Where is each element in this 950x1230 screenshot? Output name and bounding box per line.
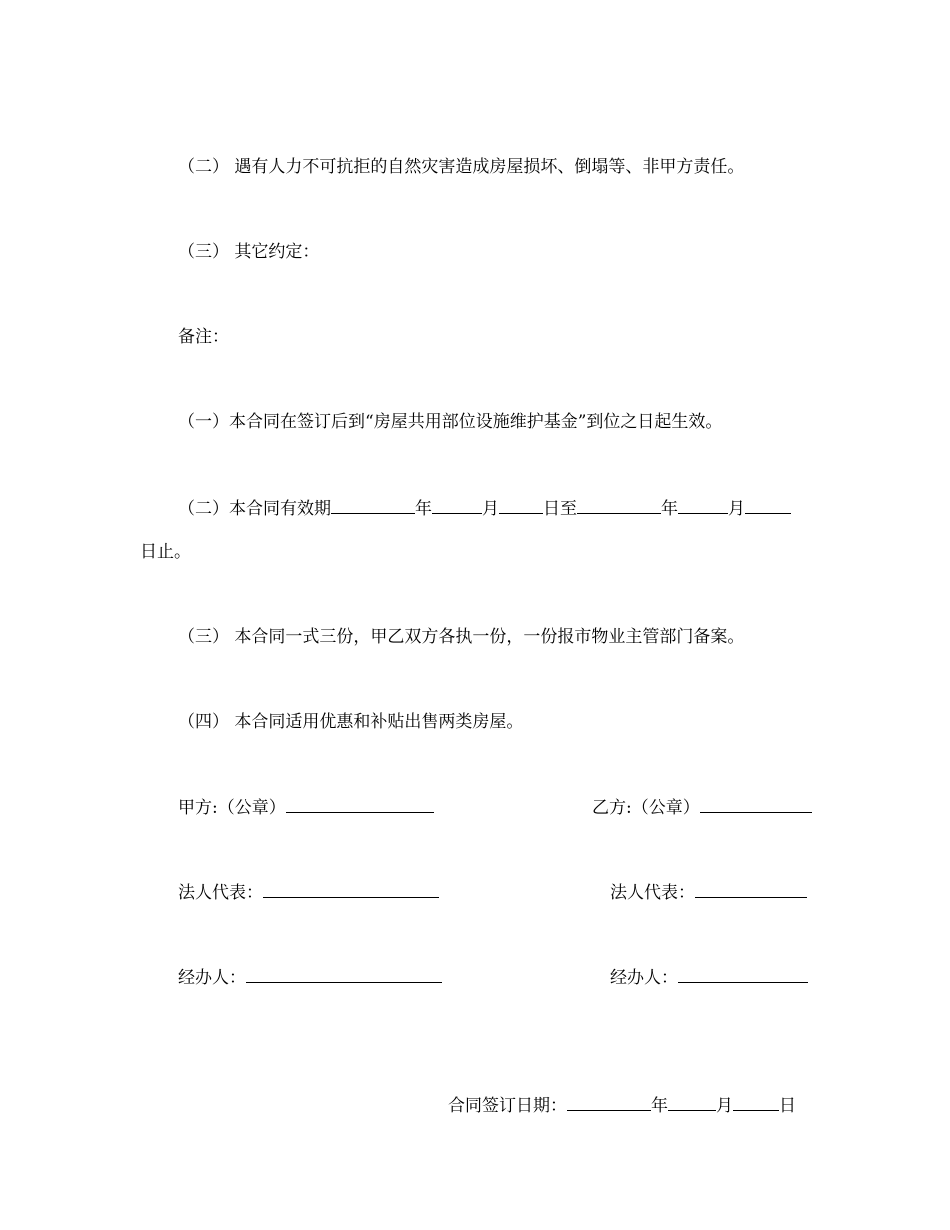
start-year-blank[interactable] — [331, 496, 415, 514]
agent-b-label: 经办人： — [610, 968, 678, 988]
agent-b-blank[interactable] — [678, 965, 808, 983]
party-b-label: 乙方:（公章） — [592, 798, 700, 818]
clause-2: （二） 遇有人力不可抗拒的自然灾害造成房屋损坏、倒塌等、非甲方责任。 — [178, 157, 745, 177]
end-month-blank[interactable] — [678, 496, 728, 514]
legal-rep-a — [178, 880, 439, 904]
end-month-label: 月 — [728, 499, 745, 519]
start-day-blank[interactable] — [499, 496, 543, 514]
start-month-blank[interactable] — [432, 496, 482, 514]
party-b-seal — [592, 795, 812, 819]
party-a-blank[interactable] — [286, 795, 434, 813]
remark-2-end: 日止。 — [140, 542, 191, 562]
legal-rep-a-label: 法人代表： — [178, 883, 263, 903]
agent-a-label: 经办人： — [178, 968, 246, 988]
end-year-blank[interactable] — [577, 496, 661, 514]
legal-rep-b — [610, 880, 807, 904]
signing-month-blank[interactable] — [668, 1093, 716, 1111]
range-to-label: 日至 — [543, 499, 577, 519]
remark-1: （一）本合同在签订后到“房屋共用部位设施维护基金”到位之日起生效。 — [178, 412, 723, 432]
start-year-label: 年 — [415, 499, 432, 519]
agent-a — [178, 965, 442, 989]
signing-year-label: 年 — [651, 1096, 668, 1116]
remarks-heading: 备注： — [178, 327, 229, 347]
remark-4: （四） 本合同适用优惠和补贴出售两类房屋。 — [178, 712, 524, 732]
party-a-label: 甲方:（公章） — [178, 798, 286, 818]
end-year-label: 年 — [661, 499, 678, 519]
remark-2 — [178, 496, 791, 520]
legal-rep-a-blank[interactable] — [263, 880, 439, 898]
signing-date — [448, 1093, 796, 1117]
party-a-seal — [178, 795, 434, 819]
legal-rep-b-blank[interactable] — [695, 880, 807, 898]
signing-day-blank[interactable] — [733, 1093, 779, 1111]
signing-date-label: 合同签订日期： — [448, 1096, 567, 1116]
remark-2-prefix: （二）本合同有效期 — [178, 499, 331, 519]
remark-3: （三） 本合同一式三份，甲乙双方各执一份，一份报市物业主管部门备案。 — [178, 627, 745, 647]
party-b-blank[interactable] — [700, 795, 812, 813]
legal-rep-b-label: 法人代表： — [610, 883, 695, 903]
start-month-label: 月 — [482, 499, 499, 519]
agent-b — [610, 965, 808, 989]
clause-3: （三） 其它约定： — [178, 242, 320, 262]
signing-year-blank[interactable] — [567, 1093, 651, 1111]
agent-a-blank[interactable] — [246, 965, 442, 983]
end-day-blank[interactable] — [745, 496, 791, 514]
signing-month-label: 月 — [716, 1096, 733, 1116]
signing-day-label: 日 — [779, 1096, 796, 1116]
